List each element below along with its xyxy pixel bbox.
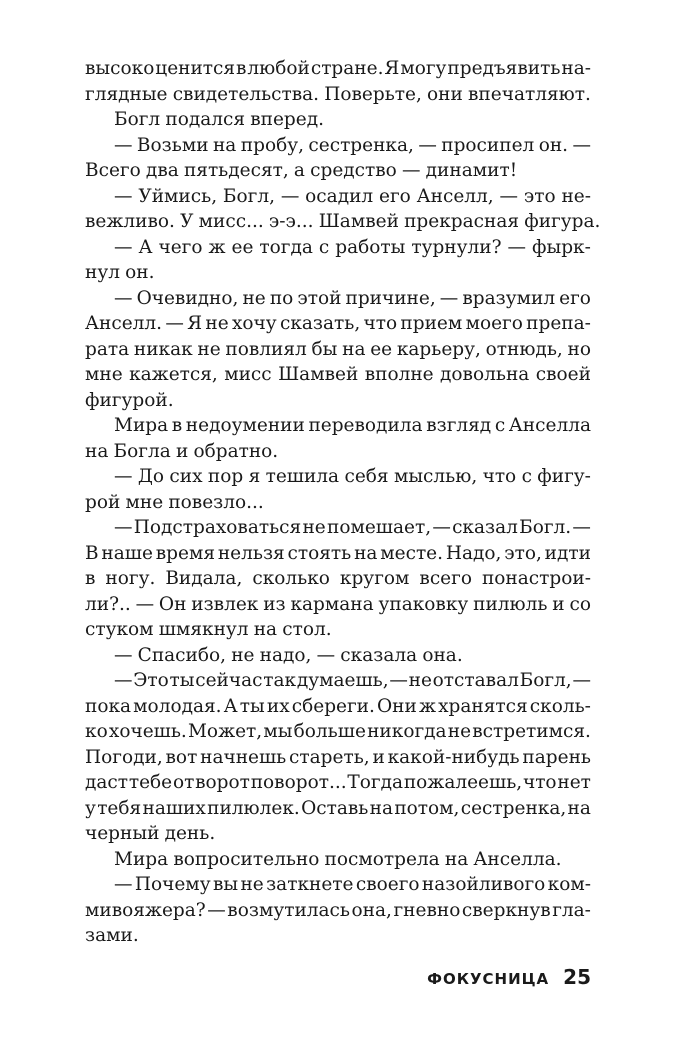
word: взгляд xyxy=(426,415,492,436)
word: мисс xyxy=(224,364,272,385)
word: впечатляют. xyxy=(468,83,591,105)
word: фигура. xyxy=(524,211,601,232)
word: ком- xyxy=(547,874,591,895)
word: ее xyxy=(370,338,393,360)
word: — xyxy=(114,517,133,538)
word: это xyxy=(523,185,556,207)
word: Я xyxy=(187,313,203,334)
word: — xyxy=(507,236,526,258)
word: гла- xyxy=(552,899,591,921)
page-number: 25 xyxy=(563,965,591,989)
word: А xyxy=(223,695,238,717)
word: нельзя xyxy=(217,542,285,564)
word: и xyxy=(552,593,565,615)
word: просипел xyxy=(441,134,535,156)
word: фигу- xyxy=(537,466,591,487)
word: сказать, xyxy=(279,313,361,334)
word: сестренка, xyxy=(460,797,567,819)
word: стуком xyxy=(85,619,154,640)
word: в xyxy=(171,415,183,436)
word: никогда xyxy=(367,721,447,742)
word: зами. xyxy=(85,925,139,946)
word: тешила xyxy=(265,466,340,487)
word: не xyxy=(197,338,221,360)
word: пилюлек. xyxy=(207,797,300,819)
text-line xyxy=(85,362,591,388)
word: посмотрела xyxy=(324,848,440,870)
word: До xyxy=(137,466,165,487)
word: не xyxy=(242,287,266,309)
word: даст xyxy=(85,772,129,793)
text-line xyxy=(85,872,591,898)
word: и xyxy=(175,440,189,462)
word: прекрасная xyxy=(404,211,520,232)
word: вот xyxy=(165,746,198,768)
word: довольна xyxy=(440,364,530,385)
word: могу xyxy=(400,58,447,79)
word: сверкнув xyxy=(461,899,551,921)
word: рата xyxy=(85,338,130,360)
word: заткнете xyxy=(266,874,354,895)
word: — xyxy=(114,644,133,666)
word: Может, xyxy=(187,721,263,742)
word: Шамвей xyxy=(318,211,399,232)
word: фигурой. xyxy=(85,389,174,411)
word: на- xyxy=(561,58,591,79)
word: этой xyxy=(297,287,342,309)
word: молодая. xyxy=(133,695,222,717)
word: Шамвей xyxy=(278,364,359,385)
word: — xyxy=(135,593,155,615)
text-line xyxy=(85,617,591,643)
word: вежливо. xyxy=(85,211,175,232)
word: — xyxy=(572,134,591,156)
word: прием xyxy=(400,313,463,334)
word: повлиял xyxy=(225,338,307,360)
word: сказал xyxy=(452,517,518,538)
word: мне xyxy=(125,491,164,513)
word: — xyxy=(401,160,421,181)
word: и xyxy=(372,746,385,768)
word: У xyxy=(180,211,194,232)
word: идти xyxy=(544,542,591,564)
word: кармана xyxy=(290,593,374,615)
word: Они xyxy=(377,695,417,717)
word: динамит! xyxy=(425,160,518,181)
word: сих xyxy=(169,466,203,487)
text-line xyxy=(85,821,591,847)
word: на xyxy=(354,542,378,564)
word: помешает, xyxy=(326,517,432,538)
word: Богла xyxy=(113,440,171,462)
word: на xyxy=(253,619,278,640)
word: пожалеешь, xyxy=(403,772,523,793)
word: ногу. xyxy=(105,568,156,589)
text-line xyxy=(85,592,591,618)
word: наше xyxy=(101,542,153,564)
word: месте. xyxy=(380,542,444,564)
word: Уймись, xyxy=(138,185,218,207)
word: Анселл. xyxy=(85,313,163,334)
word: повезло... xyxy=(168,491,264,513)
word: — xyxy=(114,287,133,309)
word: — xyxy=(499,185,519,207)
text-line xyxy=(85,541,591,567)
word: его xyxy=(379,185,411,207)
word: Мира xyxy=(114,415,169,436)
word: он. xyxy=(125,262,155,283)
word: хранятся xyxy=(438,695,528,717)
word: своей xyxy=(535,364,591,385)
word: ценится xyxy=(155,58,236,79)
word: больше xyxy=(293,721,366,742)
word: на xyxy=(444,848,469,870)
word: Поверьте, xyxy=(324,83,422,105)
word: не xyxy=(231,644,255,666)
text-line xyxy=(85,388,591,414)
word: недоумении xyxy=(185,415,305,436)
word: ворот xyxy=(195,772,250,793)
word: возмутилась xyxy=(227,899,350,921)
text-line xyxy=(85,668,591,694)
word: причине, xyxy=(345,287,436,309)
word: она, xyxy=(351,899,392,921)
word: всего xyxy=(419,568,472,589)
word: Возьми xyxy=(136,134,209,156)
word: на xyxy=(342,338,366,360)
word: не xyxy=(240,874,264,895)
word: ж xyxy=(418,695,436,717)
word: препа- xyxy=(526,313,591,334)
word: ты xyxy=(169,670,195,691)
text-line xyxy=(85,490,591,516)
word: тебе xyxy=(128,772,173,793)
word: — xyxy=(280,185,300,207)
word: вы xyxy=(212,874,239,895)
word: мне xyxy=(85,364,123,385)
word: так xyxy=(263,670,297,691)
word: я xyxy=(248,466,261,487)
word: себя xyxy=(344,466,389,487)
word: извлек xyxy=(191,593,259,615)
body-text xyxy=(85,56,601,949)
word: Я xyxy=(384,58,400,79)
text-line xyxy=(85,133,591,159)
text-line xyxy=(85,158,591,184)
word: никак xyxy=(133,338,193,360)
word: сбереги. xyxy=(291,695,375,717)
text-line xyxy=(85,898,591,924)
text-line xyxy=(85,413,591,439)
word: не xyxy=(447,721,472,742)
word: не xyxy=(205,313,229,334)
text-line xyxy=(85,439,591,465)
word: пока xyxy=(85,695,132,717)
word: — xyxy=(207,899,226,921)
word: Погоди, xyxy=(85,746,163,768)
word: карьеру, xyxy=(396,338,481,360)
word: от xyxy=(172,772,195,793)
word: средство xyxy=(310,160,397,181)
word: не- xyxy=(561,185,591,207)
word: Мира xyxy=(114,848,169,870)
word: их xyxy=(266,695,290,717)
word: его xyxy=(559,287,591,309)
word: работы xyxy=(335,236,406,258)
word: — xyxy=(418,134,437,156)
word: сколько xyxy=(252,568,330,589)
word: ты xyxy=(239,695,265,717)
word: — xyxy=(114,185,133,207)
word: на xyxy=(85,440,109,462)
word: э-э... xyxy=(268,211,314,232)
word: переводила xyxy=(308,415,423,436)
word: на xyxy=(369,797,394,819)
word: Анселл, xyxy=(416,185,494,207)
text-line xyxy=(85,337,591,363)
word: — xyxy=(439,287,459,309)
word: своего xyxy=(355,874,420,895)
text-line xyxy=(85,515,591,541)
text-line xyxy=(85,260,591,286)
word: что xyxy=(482,466,517,487)
word: хочу xyxy=(231,313,277,334)
word: с xyxy=(494,415,506,436)
word: кругом xyxy=(339,568,410,589)
word: со xyxy=(569,593,591,615)
word: Почему xyxy=(134,874,211,895)
word: Анселла. xyxy=(473,848,562,870)
word: любой xyxy=(247,58,310,79)
word: отнюдь, xyxy=(485,338,563,360)
word: два xyxy=(145,160,179,181)
word: Богл, xyxy=(519,670,572,691)
word: день. xyxy=(164,823,216,844)
word: — xyxy=(114,670,133,691)
word: — xyxy=(572,517,591,538)
word: в xyxy=(236,58,247,79)
text-line xyxy=(85,209,601,235)
word: не xyxy=(302,517,326,538)
page-footer xyxy=(0,965,591,989)
word: время xyxy=(155,542,216,564)
word: глядные xyxy=(85,83,168,105)
word: пилюль xyxy=(473,593,548,615)
word: в xyxy=(85,568,96,589)
text-line xyxy=(85,82,591,108)
word: парень xyxy=(522,746,591,768)
text-line xyxy=(85,56,591,82)
word: фырк- xyxy=(531,236,591,258)
word: нет xyxy=(557,772,591,793)
word: — xyxy=(165,313,184,334)
word: они xyxy=(427,83,463,105)
word: — xyxy=(114,236,133,258)
word: какой-нибудь xyxy=(387,746,520,768)
text-line xyxy=(85,464,591,490)
word: стол. xyxy=(282,619,332,640)
word: бы xyxy=(311,338,338,360)
word: осадил xyxy=(305,185,374,207)
word: пор xyxy=(207,466,244,487)
word: моего xyxy=(465,313,523,334)
word: на xyxy=(212,134,237,156)
word: что xyxy=(522,772,557,793)
word: она. xyxy=(422,644,463,666)
text-line xyxy=(85,286,591,312)
word: не xyxy=(408,670,432,691)
word: турнули? xyxy=(411,236,502,258)
word: шмякнул xyxy=(158,619,249,640)
word: мыслью, xyxy=(393,466,478,487)
word: потом, xyxy=(394,797,460,819)
word: предъявить xyxy=(447,58,561,79)
word: А xyxy=(138,236,153,258)
text-line xyxy=(85,184,591,210)
word: ли?.. xyxy=(85,593,131,615)
word: тебя xyxy=(97,797,142,819)
word: тогда xyxy=(259,236,313,258)
word: ее xyxy=(231,236,254,258)
word: надо, xyxy=(259,644,312,666)
word: — xyxy=(389,670,408,691)
text-line xyxy=(85,745,591,771)
word: пробу, xyxy=(240,134,304,156)
word: мисс... xyxy=(198,211,264,232)
word: чего xyxy=(158,236,203,258)
word: что xyxy=(363,313,398,334)
word: хочешь. xyxy=(108,721,187,742)
word: на xyxy=(567,797,591,819)
text-line xyxy=(85,847,591,873)
text-line xyxy=(85,796,591,822)
word: подался xyxy=(165,109,246,130)
word: вопросительно xyxy=(173,848,320,870)
word: В xyxy=(85,542,99,564)
word: Богл xyxy=(114,109,161,130)
word: Видала, xyxy=(165,568,243,589)
word: наших xyxy=(142,797,206,819)
text-line xyxy=(85,694,591,720)
word: отставал xyxy=(432,670,519,691)
word: встретимся. xyxy=(472,721,591,742)
word: Всего xyxy=(85,160,141,181)
word: Очевидно, xyxy=(136,287,239,309)
word: это, xyxy=(504,542,542,564)
text-line xyxy=(85,643,591,669)
word: ко xyxy=(85,721,108,742)
word: стареть, xyxy=(289,746,370,768)
word: нул xyxy=(85,262,120,283)
word: у xyxy=(85,797,96,819)
word: — xyxy=(114,874,133,895)
word: — xyxy=(114,134,133,156)
word: — xyxy=(316,644,336,666)
word: Оставь xyxy=(301,797,369,819)
word: назойливого xyxy=(421,874,546,895)
text-line xyxy=(85,770,591,796)
word: высоко xyxy=(85,58,155,79)
word: Спасибо, xyxy=(137,644,227,666)
word: он. xyxy=(538,134,569,156)
word: вполне xyxy=(364,364,434,385)
word: Богл. xyxy=(519,517,572,538)
word: черный xyxy=(85,823,160,844)
word: рой xyxy=(85,491,121,513)
word: Он xyxy=(158,593,187,615)
word: Это xyxy=(133,670,169,691)
word: кажется, xyxy=(129,364,218,385)
word: пятьдесят, xyxy=(183,160,289,181)
word: вразумил xyxy=(462,287,556,309)
word: стоять xyxy=(287,542,352,564)
word: мивояжера? xyxy=(85,899,206,921)
word: Анселла xyxy=(508,415,591,436)
word: вперед. xyxy=(250,109,324,130)
text-line xyxy=(85,566,591,592)
word: с xyxy=(521,466,532,487)
word: мы xyxy=(263,721,293,742)
word: Тогда xyxy=(347,772,404,793)
text-line xyxy=(85,107,591,133)
word: Надо, xyxy=(445,542,502,564)
text-line xyxy=(85,311,591,337)
word: думаешь, xyxy=(296,670,389,691)
word: ж xyxy=(208,236,226,258)
word: сколь- xyxy=(529,695,591,717)
word: обратно. xyxy=(193,440,279,462)
running-title: ФОКУСНИЦА xyxy=(427,970,550,988)
text-line xyxy=(85,923,591,949)
word: из xyxy=(263,593,286,615)
word: — xyxy=(572,670,591,691)
word: Подстраховаться xyxy=(133,517,302,538)
word: Богл, xyxy=(222,185,275,207)
word: сказала xyxy=(340,644,418,666)
word: упаковку xyxy=(378,593,469,615)
word: начнешь xyxy=(200,746,287,768)
word: но xyxy=(567,338,591,360)
word: свидетельства. xyxy=(172,83,320,105)
word: стране. xyxy=(310,58,384,79)
word: гневно xyxy=(393,899,461,921)
word: по xyxy=(269,287,294,309)
word: поворот... xyxy=(250,772,347,793)
word: — xyxy=(432,517,451,538)
text-line xyxy=(85,719,591,745)
word: сестренка, xyxy=(308,134,414,156)
word: с xyxy=(318,236,330,258)
word: понастрои- xyxy=(481,568,591,589)
text-line xyxy=(85,235,591,261)
word: — xyxy=(114,466,133,487)
word: а xyxy=(293,160,305,181)
word: сейчас xyxy=(195,670,263,691)
